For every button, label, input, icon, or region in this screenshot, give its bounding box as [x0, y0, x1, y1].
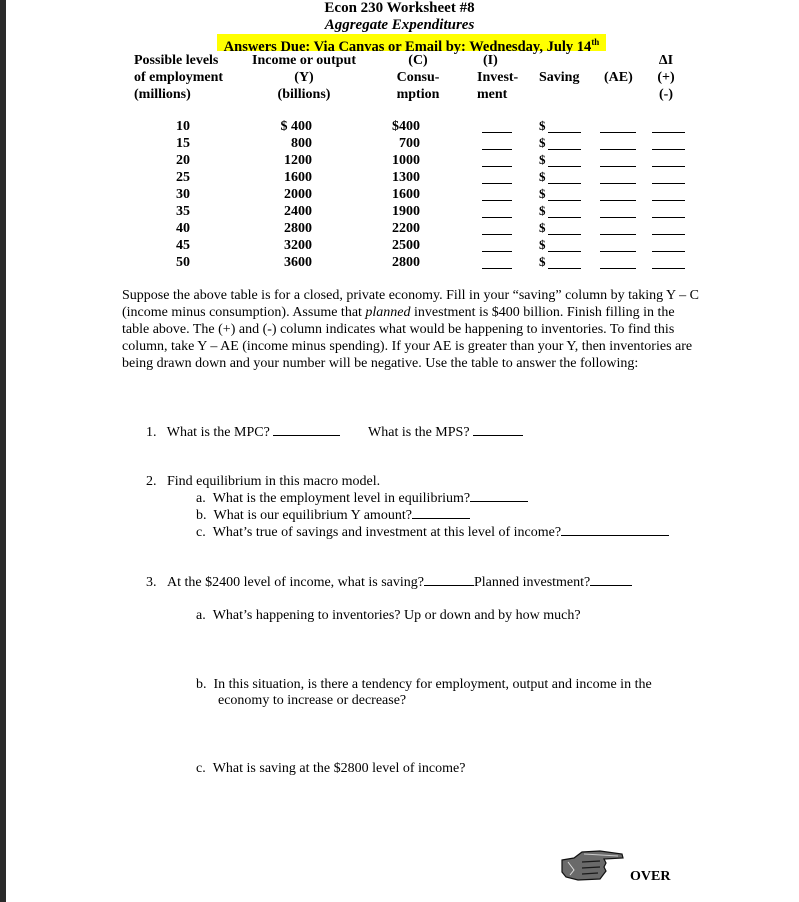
saving-dollar-sign: $: [539, 220, 546, 235]
question-2c-text: What’s true of savings and investment at this level of income?: [212, 525, 562, 540]
delta-inventory-blank[interactable]: [652, 217, 685, 218]
delta-inventory-blank[interactable]: [652, 132, 685, 133]
header-consumption-line: Consu-: [396, 70, 440, 85]
question-1-mpc: What is the MPC?: [166, 425, 270, 440]
sub-letter: b.: [196, 677, 207, 692]
income-column: [262, 118, 312, 271]
investment-blank[interactable]: [482, 183, 512, 184]
instructions-text: Suppose the above table is for a closed, private economy. Fill in your “saving” column by taking Y – C (income minus consumption). Assume that: [122, 288, 699, 320]
saving-blank[interactable]: [548, 234, 581, 235]
saving-dollar-sign: $: [539, 135, 546, 150]
saving-blank[interactable]: [548, 166, 581, 167]
question-2b-text: What is our equilibrium Y amount?: [213, 508, 412, 523]
question-number: 3.: [146, 575, 157, 590]
employment-cell: 50: [176, 255, 190, 270]
sub-letter: a.: [196, 608, 206, 623]
saving-dollar-sign: $: [539, 118, 546, 133]
investment-blank[interactable]: [482, 217, 512, 218]
saving-dollar-sign: $: [539, 152, 546, 167]
header-ae: (AE): [604, 70, 633, 85]
delta-inventory-blank[interactable]: [652, 166, 685, 167]
question-1-mps: What is the MPS?: [368, 425, 470, 440]
consumption-cell: 1000: [392, 153, 420, 168]
instructions-emphasis: planned: [365, 305, 411, 320]
header-investment-line: (I): [483, 53, 498, 68]
question-number: 2.: [146, 474, 157, 489]
consumption-cell: 2500: [392, 238, 420, 253]
due-date-suffix: th: [591, 37, 600, 47]
consumption-column: [380, 118, 420, 271]
planned-investment-blank[interactable]: [590, 573, 632, 586]
header-delta-line: (+): [657, 70, 675, 85]
ae-blank[interactable]: [600, 200, 636, 201]
delta-inventory-blank[interactable]: [652, 268, 685, 269]
saving-blank[interactable]: [548, 149, 581, 150]
saving-blank[interactable]: [548, 132, 581, 133]
investment-blank[interactable]: [482, 234, 512, 235]
instructions-text: investment is $400 billion. Finish filling in the table above. The (+) and (-) column indicates what would be happening to inventories. To find this column, take Y – AE (income minus spending). If your AE is greater than your Y, then inventories are being drawn down and your number will be negative. Use the table to answer the following:: [122, 305, 693, 371]
header-consumption-line: (C): [408, 53, 428, 68]
consumption-cell: 2800: [392, 255, 420, 270]
delta-inventory-blank[interactable]: [652, 200, 685, 201]
income-cell: 3600: [284, 255, 312, 270]
ae-blank[interactable]: [600, 217, 636, 218]
question-number: 1.: [146, 425, 157, 440]
employment-cell: 15: [176, 136, 190, 151]
sub-letter: b.: [196, 508, 207, 523]
consumption-cell: 1900: [392, 204, 420, 219]
income-cell: 2400: [284, 204, 312, 219]
header-employment: [134, 52, 223, 103]
question-3c-text: What is saving at the $2800 level of income?: [212, 761, 466, 776]
header-consumption: [388, 52, 448, 103]
income-cell: 3200: [284, 238, 312, 253]
question-3b-text: In this situation, is there a tendency for employment, output and income in the: [213, 677, 652, 692]
header-investment-line: Invest-: [477, 70, 519, 85]
employment-cell: 20: [176, 153, 190, 168]
employment-cell: 35: [176, 204, 190, 219]
saving-2400-blank[interactable]: [424, 573, 474, 586]
income-cell: 2800: [284, 221, 312, 236]
employment-equilibrium-blank[interactable]: [470, 489, 528, 502]
header-consumption-line: mption: [396, 87, 440, 102]
over-label: OVER: [630, 869, 671, 884]
mps-answer-blank[interactable]: [473, 423, 523, 436]
page-left-edge: [0, 0, 6, 902]
question-2b: [196, 506, 470, 524]
header-investment-line: ment: [477, 87, 508, 102]
saving-blank[interactable]: [548, 200, 581, 201]
question-2a-text: What is the employment level in equilibrium?: [212, 491, 471, 506]
header-investment: [477, 52, 518, 103]
question-3b: [196, 676, 652, 693]
header-income: [247, 52, 361, 103]
ae-blank[interactable]: [600, 234, 636, 235]
saving-blank[interactable]: [548, 268, 581, 269]
header-delta-line: (-): [659, 87, 673, 102]
ae-blank[interactable]: [600, 251, 636, 252]
sub-letter: a.: [196, 491, 206, 506]
saving-dollar-sign: $: [539, 237, 546, 252]
equilibrium-y-blank[interactable]: [412, 506, 470, 519]
employment-cell: 25: [176, 170, 190, 185]
employment-cell: 40: [176, 221, 190, 236]
income-cell: 800: [291, 136, 312, 151]
consumption-cell: 2200: [392, 221, 420, 236]
investment-blank[interactable]: [482, 251, 512, 252]
consumption-cell: $400: [392, 119, 420, 134]
question-3: [146, 573, 632, 591]
employment-cell: 30: [176, 187, 190, 202]
question-1: [146, 423, 523, 441]
income-cell: 1600: [284, 170, 312, 185]
question-2-text: Find equilibrium in this macro model.: [167, 474, 381, 489]
pointing-hand-icon: [560, 848, 626, 882]
ae-blank[interactable]: [600, 149, 636, 150]
consumption-cell: 1600: [392, 187, 420, 202]
sub-letter: c.: [196, 761, 206, 776]
income-cell: $ 400: [280, 119, 312, 134]
header-employment-line: of employment: [134, 70, 224, 85]
saving-dollar-sign: $: [539, 186, 546, 201]
mpc-answer-blank[interactable]: [273, 423, 340, 436]
header-delta-inventory: [653, 52, 679, 103]
savings-investment-blank[interactable]: [561, 523, 669, 536]
question-3a-text: What’s happening to inventories? Up or down and by how much?: [212, 608, 581, 623]
investment-blank[interactable]: [482, 166, 512, 167]
consumption-cell: 700: [399, 136, 420, 151]
investment-blank[interactable]: [482, 200, 512, 201]
employment-cell: 45: [176, 238, 190, 253]
worksheet-subtitle: Aggregate Expenditures: [324, 17, 475, 33]
employment-column: [150, 118, 190, 271]
investment-blank[interactable]: [482, 132, 512, 133]
income-cell: 1200: [284, 153, 312, 168]
question-2a: [196, 489, 528, 507]
employment-cell: 10: [176, 119, 190, 134]
saving-dollar-sign: $: [539, 169, 546, 184]
income-cell: 2000: [284, 187, 312, 202]
question-3b-continued: economy to increase or decrease?: [218, 693, 407, 708]
instructions-paragraph: [122, 287, 702, 372]
header-income-line: (Y): [294, 70, 314, 85]
question-2c: [196, 523, 669, 541]
question-3-text: At the $2400 level of income, what is saving?: [167, 575, 424, 590]
consumption-cell: 1300: [392, 170, 420, 185]
delta-inventory-blank[interactable]: [652, 149, 685, 150]
ae-blank[interactable]: [600, 132, 636, 133]
saving-dollar-sign: $: [539, 203, 546, 218]
question-2: [146, 473, 380, 490]
worksheet-title: Econ 230 Worksheet #8: [324, 0, 475, 16]
header-employment-line: Possible levels: [134, 53, 219, 68]
saving-blank[interactable]: [548, 217, 581, 218]
investment-blank[interactable]: [482, 268, 512, 269]
header-saving: Saving: [539, 70, 580, 85]
ae-blank[interactable]: [600, 166, 636, 167]
header-delta-line: ΔI: [658, 53, 674, 68]
delta-inventory-blank[interactable]: [652, 183, 685, 184]
saving-blank[interactable]: [548, 183, 581, 184]
header-employment-line: (millions): [134, 87, 191, 102]
saving-dollar-sign: $: [539, 254, 546, 269]
sub-letter: c.: [196, 525, 206, 540]
question-3a: [196, 607, 581, 624]
ae-blank[interactable]: [600, 183, 636, 184]
delta-inventory-blank[interactable]: [652, 234, 685, 235]
delta-inventory-blank[interactable]: [652, 251, 685, 252]
question-3c: [196, 760, 465, 777]
question-3-planned: Planned investment?: [474, 575, 591, 590]
due-date-banner: [217, 34, 606, 55]
saving-blank[interactable]: [548, 251, 581, 252]
investment-blank[interactable]: [482, 149, 512, 150]
header-income-line: Income or output: [252, 53, 356, 68]
due-date-text: Answers Due: Via Canvas or Email by: Wednesday, July 14: [223, 38, 592, 55]
header-income-line: (billions): [277, 87, 331, 102]
ae-blank[interactable]: [600, 268, 636, 269]
